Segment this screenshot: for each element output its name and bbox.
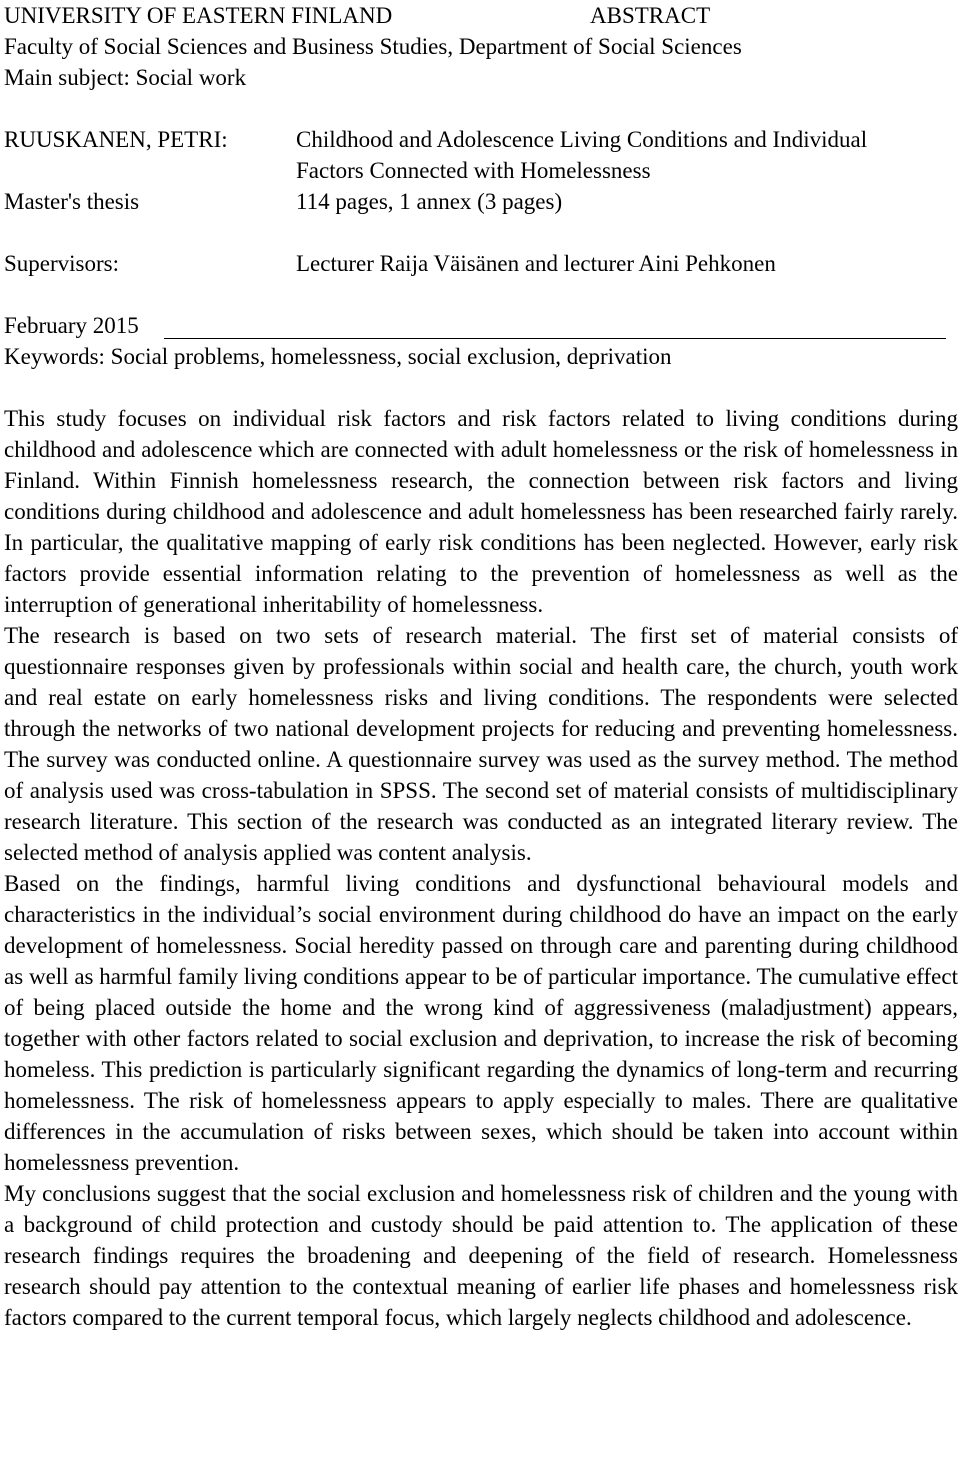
submission-date: February 2015 — [4, 313, 139, 338]
university-name: UNIVERSITY OF EASTERN FINLAND — [4, 3, 393, 28]
date-underline — [164, 338, 946, 339]
supervisors-label: Supervisors: — [4, 251, 119, 276]
document-type: ABSTRACT — [590, 3, 711, 28]
author-label: RUUSKANEN, PETRI: — [4, 127, 228, 152]
thesis-title-line2: Factors Connected with Homelessness — [296, 158, 651, 183]
keywords-line: Keywords: Social problems, homelessness, social exclusion, deprivation — [4, 344, 672, 369]
thesis-metadata — [4, 124, 958, 279]
page-count: 114 pages, 1 annex (3 pages) — [296, 189, 563, 214]
date-row — [4, 310, 958, 341]
supervisors-names: Lecturer Raija Väisänen and lecturer Aini Pehkonen — [296, 251, 776, 276]
meta-row-thesis — [4, 186, 958, 217]
abstract-paragraph-1: This study focuses on individual risk factors and risk factors related to living conditions during childhood and adolescence which are connected with adult homelessness or the risk of homelessness in Finland. Within Finnish homelessness research, the connection between risk factors and living conditions during childhood and adolescence and adult homelessness has been researched fairly rarely. In particular, the qualitative mapping of early risk conditions has been neglected. However, early risk factors provide essential information relating to the prevention of homelessness as well as the interruption of generational inheritability of homelessness. — [4, 406, 958, 617]
abstract-body — [4, 403, 958, 1333]
meta-row-title-cont — [4, 155, 958, 186]
abstract-paragraph-3: Based on the findings, harmful living conditions and dysfunctional behavioural models and characteristics in the individual’s social environment during childhood do have an impact on the early development of homelessness. Social heredity passed on through care and parenting during childhood as well as harmful family living conditions appear to be of particular importance. The cumulative effect of being placed outside the home and the wrong kind of aggressiveness (maladjustment) appears, together with other factors related to social exclusion and deprivation, to increase the risk of becoming homeless. This prediction is particularly significant regarding the dynamics of long-term and recurring homelessness. The risk of homelessness appears to apply especially to males. There are qualitative differences in the accumulation of risks between sexes, which should be taken into account within homelessness prevention. — [4, 871, 958, 1175]
thesis-title-line1: Childhood and Adolescence Living Conditions and Individual — [296, 127, 868, 152]
meta-spacer — [4, 217, 958, 248]
thesis-type-label: Master's thesis — [4, 189, 140, 214]
faculty-line: Faculty of Social Sciences and Business Studies, Department of Social Sciences — [4, 34, 742, 59]
meta-row-author — [4, 124, 958, 155]
abstract-paragraph-2: The research is based on two sets of research material. The first set of material consists of questionnaire responses given by professionals within social and health care, the church, youth work and real estate on early homelessness risks and living conditions. The respondents were selected through the networks of two national development projects for reducing and preventing homelessness. The survey was conducted online. A questionnaire survey was used as the survey method. The method of analysis used was cross-tabulation in SPSS. The second set of material consists of multidisciplinary research literature. This section of the research was conducted as an integrated literary review. The selected method of analysis applied was content analysis. — [4, 623, 958, 865]
document-page — [4, 0, 958, 1333]
header-row — [4, 0, 958, 31]
main-subject-line: Main subject: Social work — [4, 65, 247, 90]
abstract-paragraph-4: My conclusions suggest that the social exclusion and homelessness risk of children and the young with a background of child protection and custody should be paid attention to. The application of these research findings requires the broadening and deepening of the field of research. Homelessness research should pay attention to the contextual meaning of earlier life phases and homelessness risk factors compared to the current temporal focus, which largely neglects childhood and adolescence. — [4, 1181, 958, 1330]
meta-row-supervisors — [4, 248, 958, 279]
